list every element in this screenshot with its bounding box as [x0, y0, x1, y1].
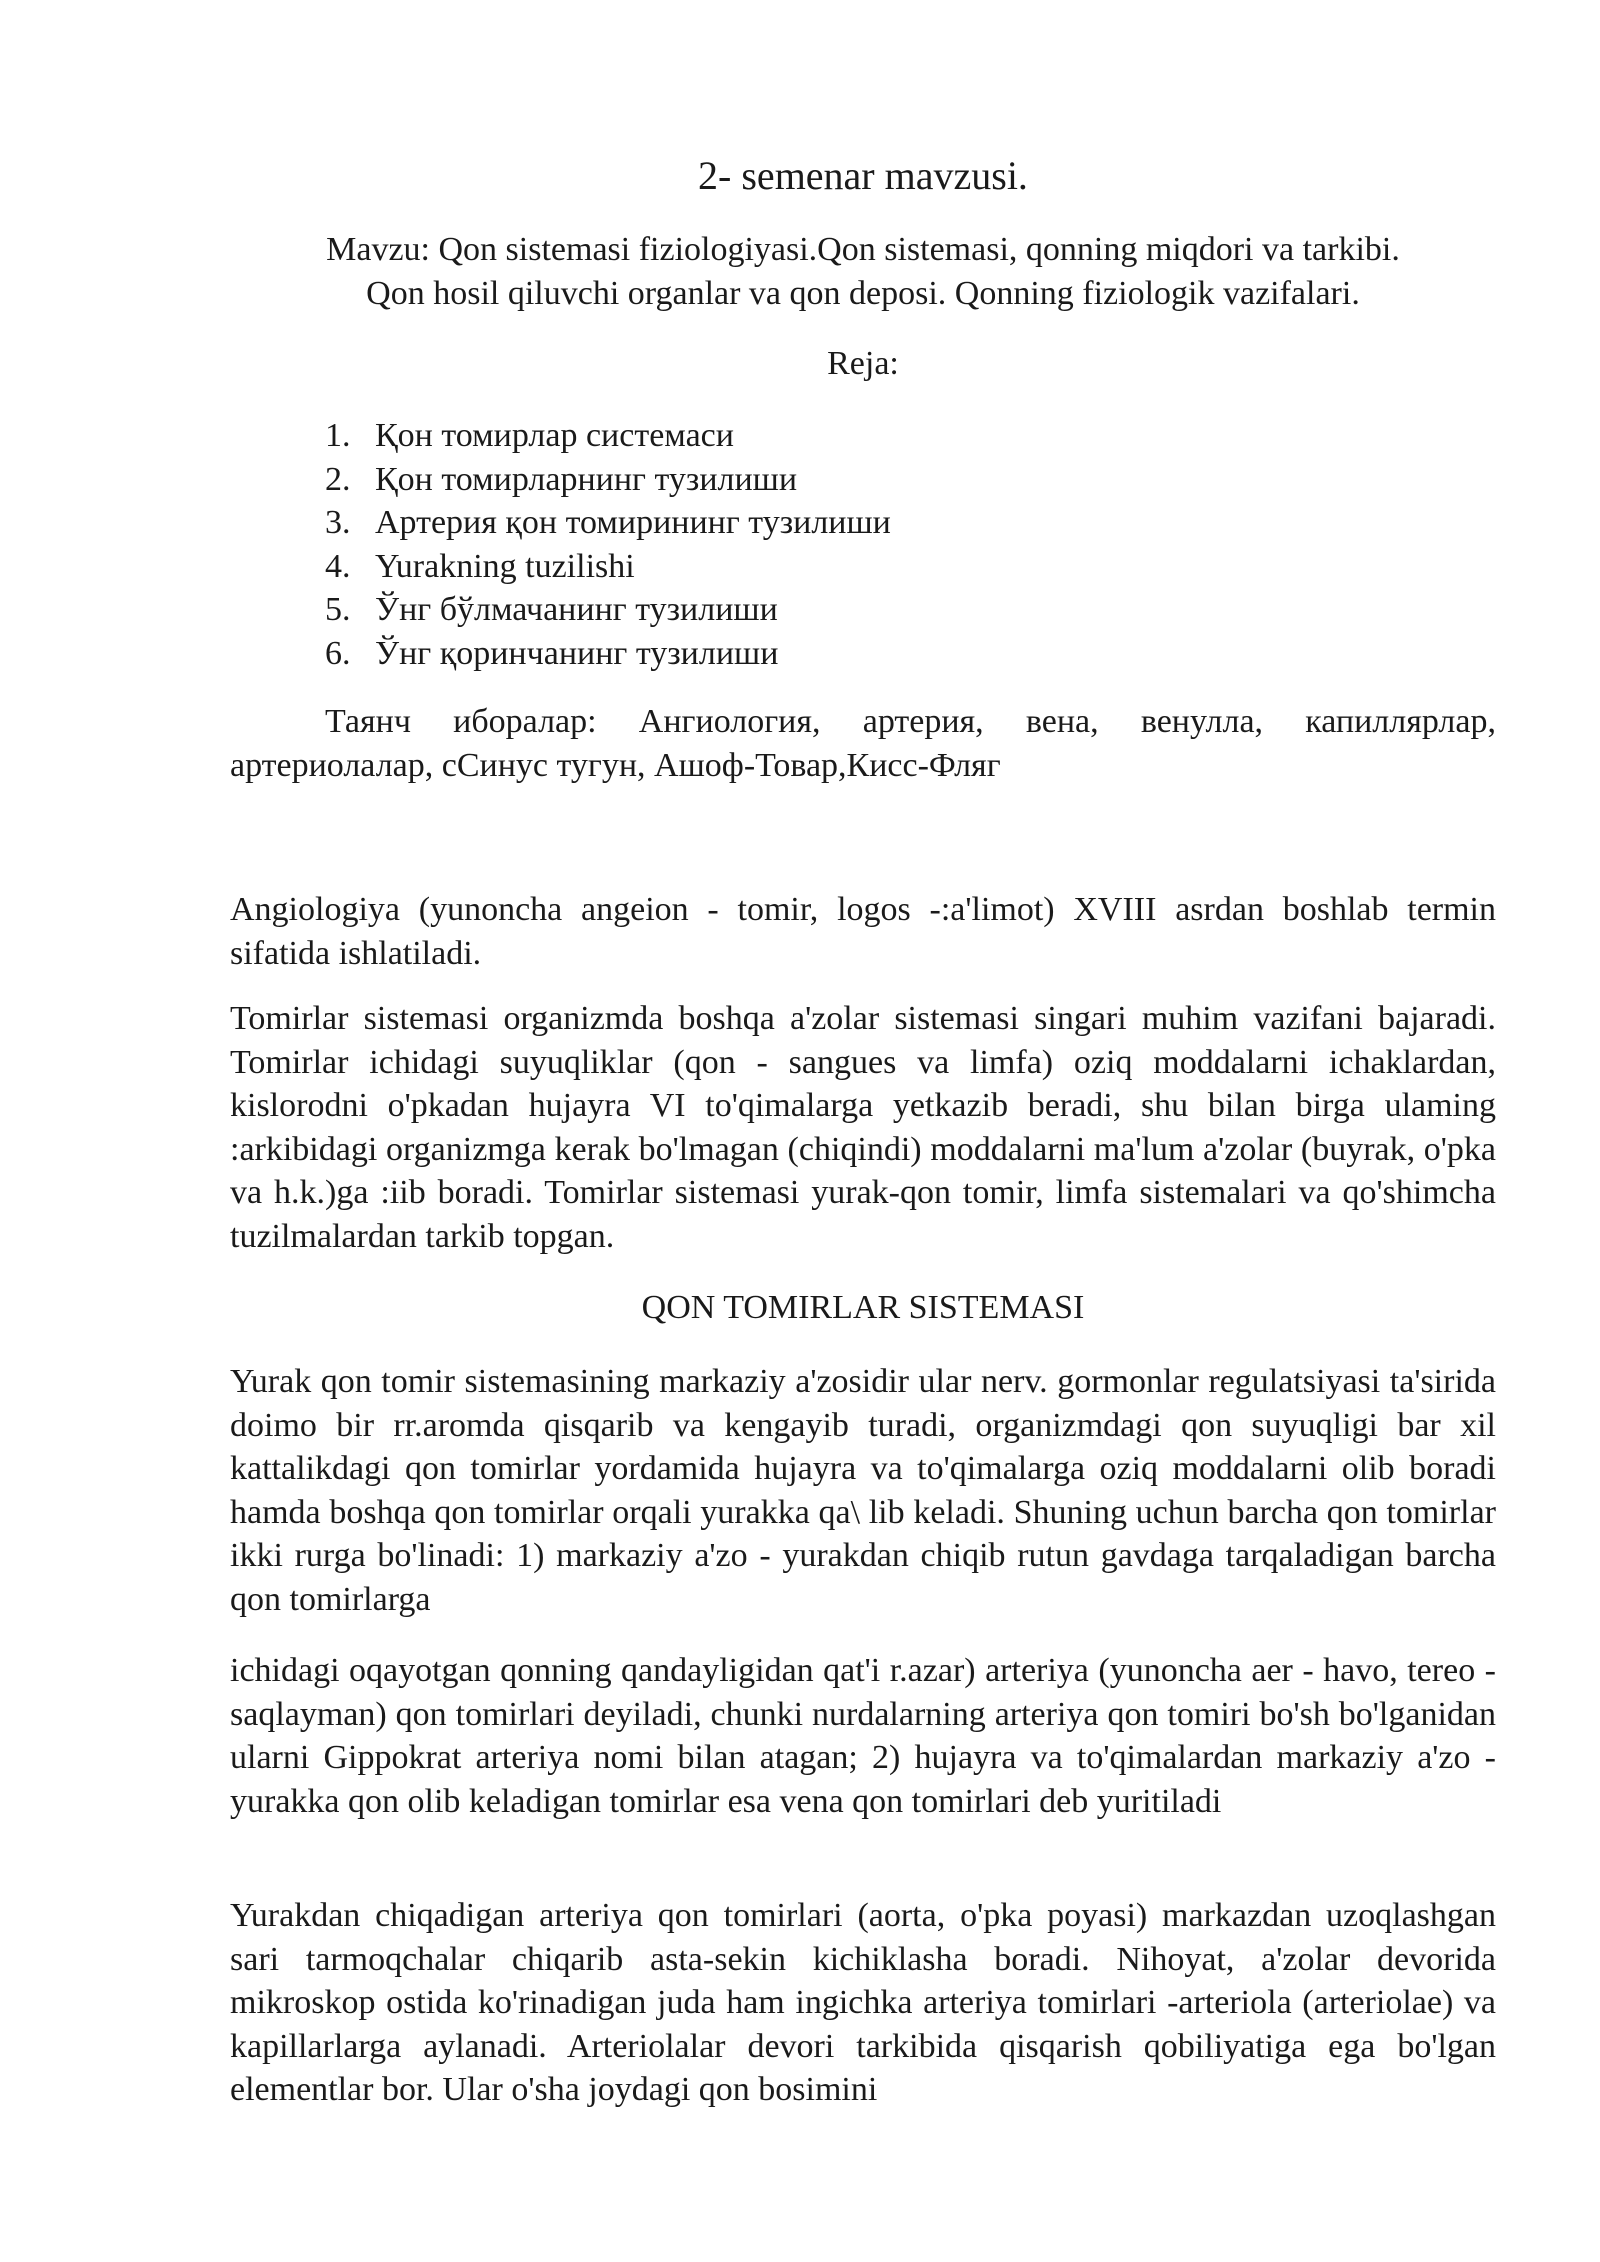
- angiology-paragraph: Angiologiya (yunoncha angeion - tomir, logos -:a'limot) XVIII asrdan boshlab termin sifatida ishlatiladi.: [230, 891, 1496, 972]
- plan-item-text: Артерия қон томирининг тузилиши: [375, 504, 891, 541]
- plan-item-number: 3.: [325, 504, 351, 541]
- arterioles-paragraph: Yurakdan chiqadigan arteriya qon tomirlari (aorta, o'pka poyasi) markazdan uzoqlashgan sari tarmoqchalar chiqarib asta-sekin kichiklasha boradi. Nihoyat, a'zolar devorida mikroskop ostida ko'rinadigan juda ham ingichka arteriya tomirlari -arteriola (arteriolae) va kapillarlarga aylanadi. Arteriolalar devori tarkibida qisqarish qobiliyatiga ega bo'lgan elementlar bor. Ular o'sha joydagi qon bosimini: [230, 1897, 1496, 2108]
- topic-line-1: Mavzu: Qon sistemasi fiziologiyasi.Qon sistemasi, qonning miqdori va tarkibi.: [326, 231, 1400, 268]
- document-title: 2- semenar mavzusi.: [698, 153, 1028, 198]
- plan-item-number: 6.: [325, 634, 351, 672]
- heart-paragraph: Yurak qon tomir sistemasining markaziy a'zosidir ular nerv. gormonlar regulatsiyasi ta'sirida doimo bir rr.aromda qisqarib va kengayib turadi, organizmdagi qon suyuqligi bar xil kattalikdagi qon tomirlar yordamida hujayra va to'qimalarga oziq moddalarni olib boradi hamda boshqa qon tomirlar orqali yurakka qa\ lib keladi. Shuning uchun barcha qon tomirlar ikki rurga bo'linadi: 1) markaziy a'zo - yurakdan chiqib rutun gavdaga tarqaladigan barcha qon tomirlarga: [230, 1363, 1496, 1618]
- plan-item-text: Қон томирларнинг тузилиши: [375, 460, 798, 498]
- keywords-paragraph: Таянч иборалар: Ангиология, артерия, вена, венулла, капиллярлар, артериолалар, сСинус тугун, Ашоф-Товар,Кисс-Фляг: [230, 703, 1496, 784]
- plan-item-number: 2.: [325, 460, 351, 498]
- vessel-system-paragraph: Tomirlar sistemasi organizmda boshqa a'zolar sistemasi singari muhim vazifani bajaradi. Tomirlar ichidagi suyuqliklar (qon - sangues va limfa) oziq moddalarni ichaklardan, kislorodni o'pkadan hujayra VI to'qimalarga yetkazib beradi, shu bilan birga ulaming :arkibidagi organizmga kerak bo'lmagan (chiqindi) moddalarni ma'lum a'zolar (buyrak, o'pka va h.k.)ga :iib boradi. Tomirlar sistemasi yurak-qon tomir, limfa sistemalari va qo'shimcha tuzilmalardan tarkib topgan.: [230, 1000, 1496, 1255]
- topic-statement: [230, 228, 1496, 316]
- arteries-paragraph: ichidagi oqayotgan qonning qandayligidan qat'i r.azar) arteriya (yunoncha aer - havo, tereo -saqlayman) qon tomirlari deyiladi, chunki nurdalarning arteriya qon tomiri bo'sh bo'lganidan ularni Gippokrat arteriya nomi bilan atagan; 2) hujayra va to'qimalardan markaziy a'zo - yurakka qon olib keladigan tomirlar esa vena qon tomirlari deb yuritiladi: [230, 1652, 1496, 1820]
- plan-item-text: Ўнг қоринчанинг тузилиши: [375, 634, 779, 672]
- plan-heading: Reja:: [827, 345, 899, 382]
- plan-item: [325, 545, 891, 589]
- plan-item: [325, 588, 891, 632]
- plan-item-number: 4.: [325, 547, 351, 585]
- plan-item-text: Қон томирлар системаси: [375, 417, 734, 454]
- plan-item-text: Ўнг бўлмачанинг тузилиши: [375, 591, 778, 628]
- topic-line-2: Qon hosil qiluvchi organlar va qon deposi. Qonning fiziologik vazifalari.: [366, 275, 1360, 312]
- plan-item: [325, 414, 891, 458]
- plan-list: [325, 414, 891, 675]
- section-heading: QON TOMIRLAR SISTEMASI: [641, 1289, 1085, 1326]
- plan-item-number: 5.: [325, 591, 351, 628]
- plan-item: [325, 458, 891, 502]
- plan-item-text: Yurakning tuzilishi: [375, 547, 635, 585]
- plan-item: [325, 501, 891, 545]
- plan-item-number: 1.: [325, 417, 351, 454]
- plan-item: [325, 632, 891, 676]
